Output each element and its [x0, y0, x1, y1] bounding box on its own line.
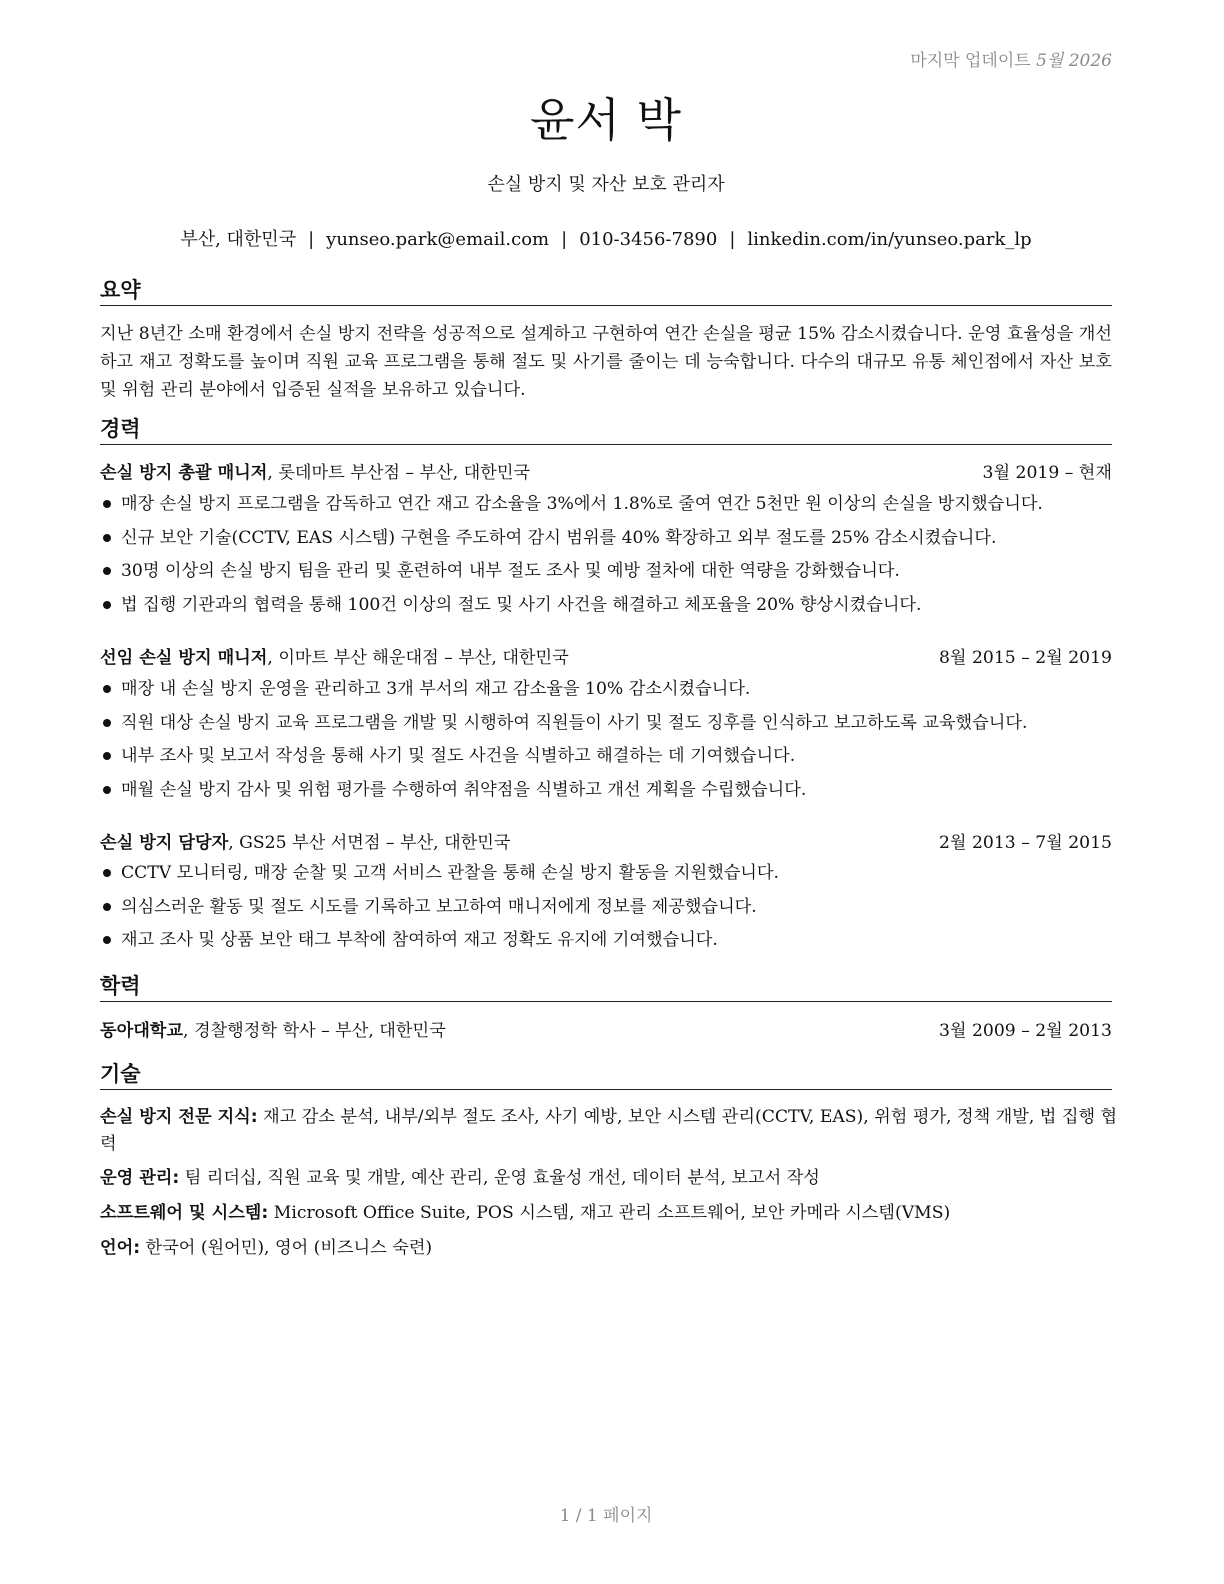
- job-date: 3월 2019 – 현재: [982, 463, 1112, 483]
- bullet-icon: [103, 500, 111, 508]
- bullet-icon: [103, 903, 111, 911]
- section-title-summary: 요약: [100, 277, 1112, 306]
- bullet-icon: [103, 567, 111, 575]
- bullet-text: 직원 대상 손실 방지 교육 프로그램을 개발 및 시행하여 직원들이 사기 및 절도 징후를 인식하고 보고하도록 교육했습니다.: [121, 712, 1028, 733]
- section-title-skills: 기술: [100, 1061, 1112, 1090]
- candidate-role: 손실 방지 및 자산 보호 관리자: [487, 174, 725, 195]
- job-date: 2월 2013 – 7월 2015: [938, 833, 1112, 853]
- summary-text: 지난 8년간 소매 환경에서 손실 방지 전략을 성공적으로 설계하고 구현하여 연간 손실을 평균 15% 감소시켰습니다. 운영 효율성을 개선하고 재고 정확도를 높이며 직원 교육 프로그램을 통해 절도 및 사기를 줄이는 데 능숙합니다. 다수의 대규모 유통 체인점에서 자산 보호 및 위험 관리 분야에서 입증된 실적을 보유하고 있습니다.: [100, 324, 1112, 400]
- bullet-icon: [103, 601, 111, 609]
- skill-label: 언어:: [100, 1238, 141, 1258]
- degree-detail: , 경찰행정학 학사 – 부산, 대한민국: [183, 1021, 446, 1041]
- list-item: [100, 556, 1130, 590]
- contact-separator: |: [308, 229, 315, 250]
- skill-value: 한국어 (원어민), 영어 (비즈니스 숙련): [140, 1238, 433, 1258]
- list-item: [100, 590, 1130, 624]
- job-title: 손실 방지 총괄 매니저: [100, 463, 268, 483]
- job-bullets: [100, 674, 1130, 808]
- bullet-icon: [103, 719, 111, 727]
- list-item: [100, 523, 1130, 557]
- bullet-text: 의심스러운 활동 및 절도 시도를 기록하고 보고하여 매니저에게 정보를 제공했습니다.: [121, 896, 757, 917]
- list-item: [100, 741, 1130, 775]
- bullet-text: 매장 손실 방지 프로그램을 감독하고 연간 재고 감소율을 3%에서 1.8%로 줄여 연간 5천만 원 이상의 손실을 방지했습니다.: [121, 494, 1043, 514]
- list-item: [100, 925, 1130, 959]
- skill-row: [100, 1200, 1120, 1227]
- candidate-name: 윤서 박: [530, 93, 682, 147]
- skill-value: 재고 감소 분석, 내부/외부 절도 조사, 사기 예방, 보안 시스템 관리(CCTV, EAS), 위험 평가, 정책 개발, 법 집행 협력: [100, 1107, 1118, 1154]
- job-header: [100, 830, 1112, 856]
- bullet-icon: [103, 685, 111, 693]
- skill-label: 손실 방지 전문 지식:: [100, 1107, 258, 1127]
- list-item: [100, 775, 1130, 809]
- list-item: [100, 892, 1130, 926]
- skill-row: [100, 1165, 1120, 1192]
- last-updated: [910, 46, 1112, 71]
- skill-value: Microsoft Office Suite, POS 시스템, 재고 관리 소프트웨어, 보안 카메라 시스템(VMS): [268, 1203, 951, 1223]
- section-title-experience: 경력: [100, 416, 1112, 445]
- bullet-icon: [103, 786, 111, 794]
- section-title-education: 학력: [100, 973, 1112, 1002]
- job-header: [100, 460, 1112, 486]
- list-item: [100, 489, 1130, 523]
- bullet-text: 30명 이상의 손실 방지 팀을 관리 및 훈련하여 내부 절도 조사 및 예방 절차에 대한 역량을 강화했습니다.: [121, 561, 900, 581]
- job-header: [100, 645, 1112, 671]
- last-updated-label: 마지막 업데이트: [910, 51, 1031, 71]
- school-name: 동아대학교: [100, 1021, 184, 1041]
- bullet-icon: [103, 752, 111, 760]
- contact-separator: |: [729, 229, 736, 250]
- job-org: , 이마트 부산 해운대점 – 부산, 대한민국: [267, 648, 569, 668]
- contact-linkedin[interactable]: linkedin.com/in/yunseo.park_lp: [747, 229, 1032, 250]
- contact-line: [100, 225, 1112, 251]
- bullet-icon: [103, 869, 111, 877]
- job-org: , GS25 부산 서면점 – 부산, 대한민국: [228, 833, 511, 853]
- job-title: 선임 손실 방지 매니저: [100, 648, 268, 668]
- list-item: [100, 858, 1130, 892]
- job-bullets: [100, 858, 1130, 959]
- bullet-text: 매장 내 손실 방지 운영을 관리하고 3개 부서의 재고 감소율을 10% 감소시켰습니다.: [121, 679, 751, 699]
- bullet-text: 매월 손실 방지 감사 및 위험 평가를 수행하여 취약점을 식별하고 개선 계획을 수립했습니다.: [121, 779, 807, 800]
- skill-value: 팀 리더십, 직원 교육 및 개발, 예산 관리, 운영 효율성 개선, 데이터 분석, 보고서 작성: [179, 1168, 820, 1188]
- contact-email[interactable]: yunseo.park@email.com: [326, 229, 550, 250]
- bullet-text: 법 집행 기관과의 협력을 통해 100건 이상의 절도 및 사기 사건을 해결하고 체포율을 20% 향상시켰습니다.: [121, 594, 922, 615]
- page-number: 1 / 1 페이지: [559, 1506, 653, 1526]
- list-item: [100, 708, 1130, 742]
- bullet-text: CCTV 모니터링, 매장 순찰 및 고객 서비스 관찰을 통해 손실 방지 활동을 지원했습니다.: [121, 863, 779, 883]
- education-entry: [100, 1018, 1112, 1044]
- skill-label: 소프트웨어 및 시스템:: [100, 1203, 269, 1223]
- bullet-icon: [103, 534, 111, 542]
- skill-label: 운영 관리:: [100, 1168, 180, 1188]
- contact-location: 부산, 대한민국: [180, 229, 297, 250]
- bullet-text: 내부 조사 및 보고서 작성을 통해 사기 및 절도 사건을 식별하고 해결하는 데 기여했습니다.: [121, 746, 796, 766]
- job-org: , 롯데마트 부산점 – 부산, 대한민국: [267, 463, 531, 483]
- job-bullets: [100, 489, 1130, 623]
- job-date: 8월 2015 – 2월 2019: [938, 648, 1112, 668]
- skill-row: [100, 1104, 1120, 1158]
- job-title: 손실 방지 담당자: [100, 833, 229, 853]
- skill-row: [100, 1235, 1120, 1262]
- bullet-text: 신규 보안 기술(CCTV, EAS 시스템) 구현을 주도하여 감시 범위를 40% 확장하고 외부 절도를 25% 감소시켰습니다.: [121, 527, 997, 548]
- bullet-text: 재고 조사 및 상품 보안 태그 부착에 참여하여 재고 정확도 유지에 기여했습니다.: [121, 930, 718, 950]
- last-updated-date: 5월 2026: [1036, 51, 1112, 71]
- education-date: 3월 2009 – 2월 2013: [938, 1021, 1112, 1041]
- contact-phone: 010-3456-7890: [579, 229, 718, 250]
- bullet-icon: [103, 936, 111, 944]
- contact-separator: |: [561, 229, 568, 250]
- list-item: [100, 674, 1130, 708]
- resume-page: [100, 0, 1118, 1584]
